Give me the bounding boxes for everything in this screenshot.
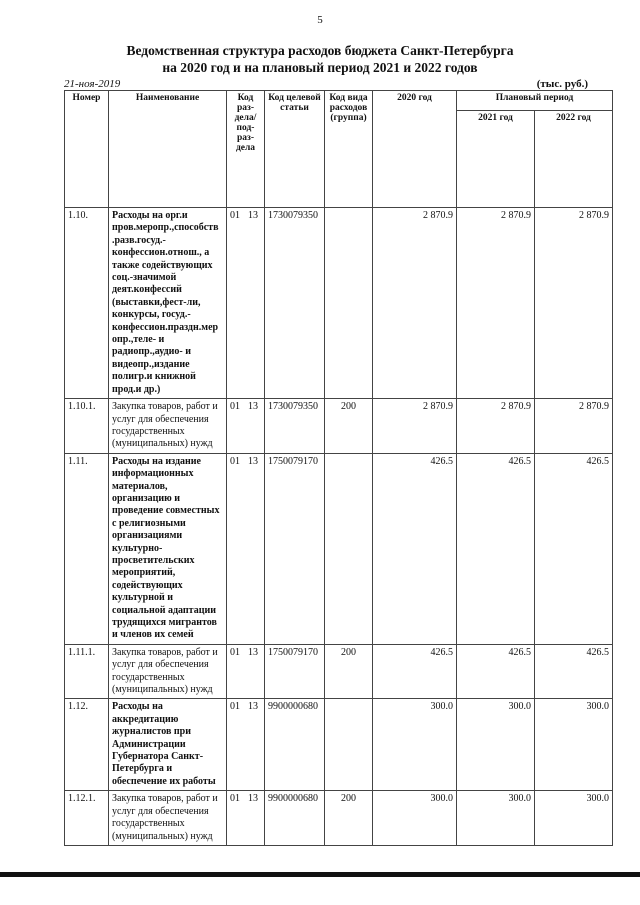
row-number: 1.11.1. xyxy=(65,644,109,699)
table-row xyxy=(65,399,613,454)
row-value-2020: 426.5 xyxy=(373,453,457,644)
row-target-code: 9900000680 xyxy=(265,699,325,791)
table-row xyxy=(65,453,613,644)
row-value-2022: 300.0 xyxy=(535,699,613,791)
row-expense-type xyxy=(325,208,373,399)
row-name: Закупка товаров, работ и услуг для обеспечения государственных (муниципальных) нужд xyxy=(109,399,227,454)
row-value-2021: 2 870.9 xyxy=(457,399,535,454)
header-year-2021: 2021 год xyxy=(457,111,535,208)
row-value-2020: 300.0 xyxy=(373,699,457,791)
row-value-2021: 300.0 xyxy=(457,791,535,846)
row-target-code: 1750079170 xyxy=(265,453,325,644)
header-year-2020: 2020 год xyxy=(373,91,457,208)
budget-table xyxy=(64,90,613,846)
page-bottom-rule xyxy=(0,872,640,877)
subsection-code: 13 xyxy=(248,701,258,713)
section-code: 01 xyxy=(230,646,240,658)
document-date: 21-ноя-2019 xyxy=(64,78,121,90)
subsection-code: 13 xyxy=(248,793,258,805)
row-expense-type: 200 xyxy=(325,644,373,699)
row-target-code: 9900000680 xyxy=(265,791,325,846)
subsection-code: 13 xyxy=(248,210,258,221)
title-line-2: на 2020 год и на плановый период 2021 и 2022 годов xyxy=(162,60,478,75)
row-value-2021: 300.0 xyxy=(457,699,535,791)
row-number: 1.12. xyxy=(65,699,109,791)
table-row xyxy=(65,644,613,699)
subsection-code: 13 xyxy=(248,401,258,413)
row-target-code: 1750079170 xyxy=(265,644,325,699)
row-number: 1.10.1. xyxy=(65,399,109,454)
row-section-code xyxy=(227,699,265,791)
header-section-code: Код раз- дела/ под- раз- дела xyxy=(227,91,265,208)
document-title xyxy=(0,42,640,76)
table-row xyxy=(65,208,613,399)
row-name: Закупка товаров, работ и услуг для обеспечения государственных (муниципальных) нужд xyxy=(109,644,227,699)
row-number: 1.10. xyxy=(65,208,109,399)
table-row xyxy=(65,699,613,791)
row-value-2020: 2 870.9 xyxy=(373,399,457,454)
section-code: 01 xyxy=(230,701,240,713)
title-line-1: Ведомственная структура расходов бюджета Санкт-Петербурга xyxy=(126,43,514,58)
header-target-code: Код целевой статьи xyxy=(265,91,325,208)
section-code: 01 xyxy=(230,210,240,221)
row-value-2022: 426.5 xyxy=(535,453,613,644)
row-section-code xyxy=(227,208,265,399)
row-number: 1.12.1. xyxy=(65,791,109,846)
row-section-code xyxy=(227,791,265,846)
row-name: Расходы на издание информационных материалов, организацию и проведение совместных с религиозными организациями культурно- просветительских мероприятий, содействующих культурной и социальной адаптации трудящихся мигрантов и членов их семей xyxy=(109,453,227,644)
header-name: Наименование xyxy=(109,91,227,208)
header-planned-period: Плановый период xyxy=(457,91,613,111)
row-value-2020: 426.5 xyxy=(373,644,457,699)
row-expense-type xyxy=(325,453,373,644)
row-name: Расходы на аккредитацию журналистов при Администрации Губернатора Санкт- Петербурга и обеспечение их работы xyxy=(109,699,227,791)
row-value-2022: 300.0 xyxy=(535,791,613,846)
row-section-code xyxy=(227,644,265,699)
header-expense-type-code: Код вида расходов (группа) xyxy=(325,91,373,208)
row-value-2021: 426.5 xyxy=(457,453,535,644)
row-expense-type: 200 xyxy=(325,791,373,846)
row-expense-type xyxy=(325,699,373,791)
row-value-2021: 426.5 xyxy=(457,644,535,699)
table-row xyxy=(65,791,613,846)
header-number: Номер xyxy=(65,91,109,208)
section-code: 01 xyxy=(230,793,240,805)
row-section-code xyxy=(227,399,265,454)
row-value-2020: 2 870.9 xyxy=(373,208,457,399)
row-target-code: 1730079350 xyxy=(265,208,325,399)
header-year-2022: 2022 год xyxy=(535,111,613,208)
row-value-2020: 300.0 xyxy=(373,791,457,846)
row-number: 1.11. xyxy=(65,453,109,644)
row-name: Расходы на орг.и пров.меропр.,способств .разв.госуд.- конфессион.отнош., а также содействующих соц.-значимой деят.конфессий (выставки,фест-ли, конкурсы, госуд.- конфессион.праздн.мер опр.,теле- и радиопр.,аудио- и видеопр.,издание полигр.и книжной прод.и др.) xyxy=(109,208,227,399)
section-code: 01 xyxy=(230,401,240,413)
row-value-2022: 426.5 xyxy=(535,644,613,699)
row-section-code xyxy=(227,453,265,644)
row-value-2022: 2 870.9 xyxy=(535,399,613,454)
subsection-code: 13 xyxy=(248,455,258,467)
row-expense-type: 200 xyxy=(325,399,373,454)
row-name: Закупка товаров, работ и услуг для обеспечения государственных (муниципальных) нужд xyxy=(109,791,227,846)
row-value-2021: 2 870.9 xyxy=(457,208,535,399)
subsection-code: 13 xyxy=(248,646,258,658)
page-number: 5 xyxy=(317,14,323,26)
row-value-2022: 2 870.9 xyxy=(535,208,613,399)
units-label: (тыс. руб.) xyxy=(536,78,588,90)
row-target-code: 1730079350 xyxy=(265,399,325,454)
section-code: 01 xyxy=(230,455,240,467)
